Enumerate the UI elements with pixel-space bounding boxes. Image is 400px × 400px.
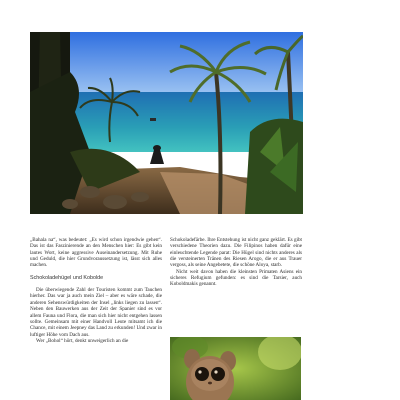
right-paragraph-2: Nicht weit davon haben die kleinsten Primaten Asiens ein sicheres Refugium gefunden: es sind die Tarsier, auch Koboldmakis genannt. [170,268,302,288]
left-paragraph-2: Die überwiegende Zahl der Touristen kommt zum Tauchen hierher. Das war ja auch mein Ziel – aber es wäre schade, die anderen Sehenswürdigkeiten der Insel „links liegen zu lassen“. Neben den Bauwerken aus der Zeit der Spanier sind es vor allem Fauna und Flora, die man sich hier nicht entgehen lassen sollte. Gemeinsam mit einer Handvoll Leute mitsamt ich die Chance, mit einem Jeepney das Land zu erkunden! Und zwar in luftiger Höhe vom Dach aus. [30,287,162,338]
right-paragraph-1: Schokoladefärbe. Ihre Entstehung ist nicht ganz geklärt. Es gibt verschiedene Theorien dazu. Die Filipinos haben dafür eine einleuchtende Legende parat: Die Hügel sind nichts anderes als die versteinerten Tränen des Riesen Arogo, die er aus Trauer vergoss, als seine Angebetete, die schöne Aloya, starb. [170,237,302,269]
left-paragraph-1: „Bahala na“, was bedeutet: „Es wird schon irgendwie gehen“. Das ist das Faszinierende an den Menschen hier: Es gibt kein lautes Wort, keine aggressive Auseinandersetzung. Mit Ruhe und Geduld, die hier Grundvoraussetzung ist, lässt sich alles machen. [30,237,162,269]
beach-palm-illustration [30,32,303,214]
section-subheading: Schokoladehügel und Kobolde [30,274,104,281]
left-text-column [30,237,162,344]
tarsier-photo [170,337,301,400]
beach-palm-photo [30,32,303,214]
right-text-column [170,237,302,288]
left-paragraph-3: Wer „Bohol“ hört, denkt unweigerlich an die [36,337,129,344]
tarsier-illustration [170,337,301,400]
